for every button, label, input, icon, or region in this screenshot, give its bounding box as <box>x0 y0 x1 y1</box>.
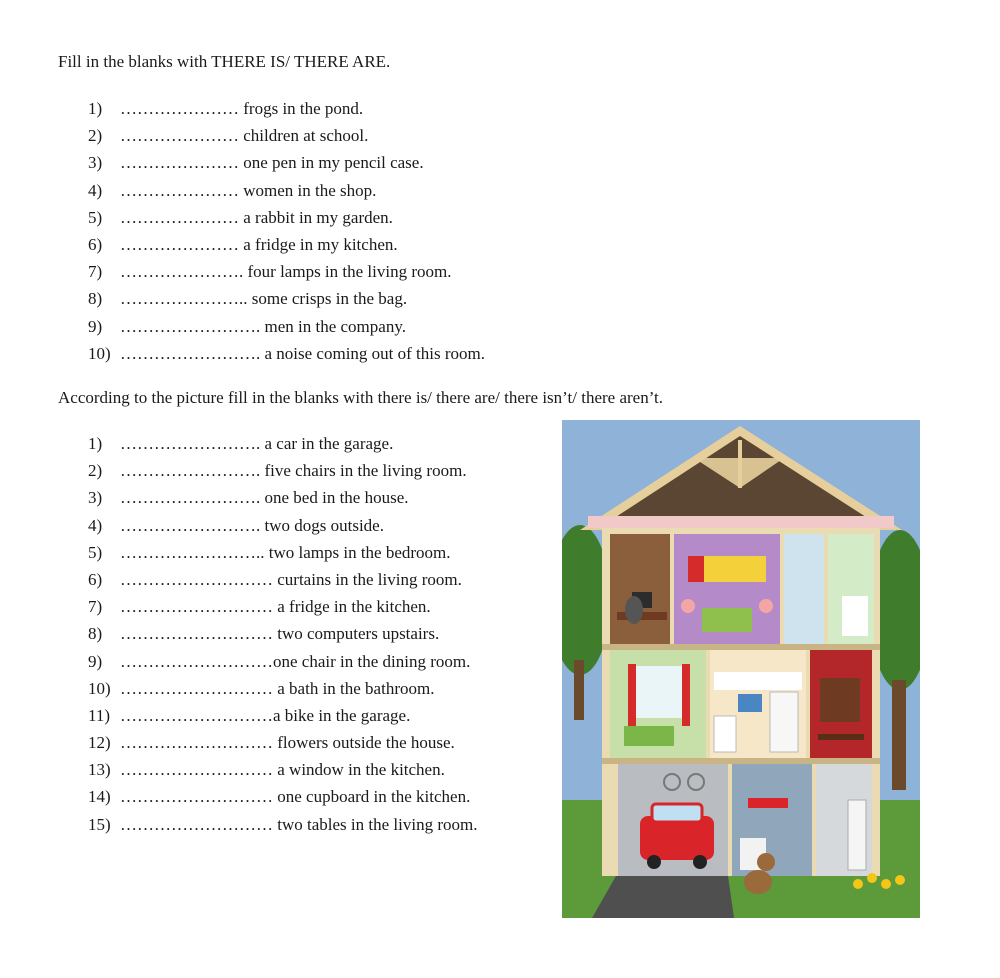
kitchen-fridge <box>770 692 798 752</box>
exercise-2-item-text: ………………………a bike in the garage. <box>120 705 411 725</box>
exercise-1-item-number: 4) <box>88 180 103 200</box>
tree-right-trunk <box>892 680 906 790</box>
exercise-1-item <box>88 149 485 176</box>
exercise-2-item-text: ……………………… one cupboard in the kitchen. <box>120 787 471 807</box>
laundry-shelf <box>748 798 788 808</box>
exercise-1-item-text: ………………… women in the shop. <box>120 180 377 200</box>
exercise-2-item-text: ……………………. one bed in the house. <box>120 488 409 508</box>
exercise-2-item-number: 4) <box>88 515 103 535</box>
exercise-1-item-text: ………………… a rabbit in my garden. <box>120 207 393 227</box>
exercise-1-item-text: ………………… a fridge in my kitchen. <box>120 234 398 254</box>
exercise-1-item-number: 1) <box>88 99 103 118</box>
exercise-2-item <box>88 648 477 675</box>
exercise-2-item-number: 13) <box>88 760 111 780</box>
exercise-2-item-number: 2) <box>88 461 103 481</box>
exercise-1-item-number: 6) <box>88 234 103 254</box>
tree-left-trunk <box>574 660 584 720</box>
flower-3 <box>881 879 891 889</box>
exercise-2-item-number: 11) <box>88 705 111 725</box>
bedroom-lamp-right <box>759 599 773 613</box>
exercise-2-item-text: …………………….. two lamps in the bedroom. <box>120 542 451 562</box>
car-wheel-left <box>647 855 661 869</box>
exercise-2-item-text: ……………………… two tables in the living room. <box>120 814 478 834</box>
exercise-2-item <box>88 484 477 511</box>
exercise-1-item-number: 7) <box>88 262 103 282</box>
exercise-1-item-text: ……………………. men in the company. <box>120 316 406 336</box>
exercise-2-item-number: 7) <box>88 597 103 617</box>
exercise-1-item-number: 8) <box>88 289 103 309</box>
study-room <box>610 534 670 644</box>
exercise-2-item <box>88 539 477 566</box>
exercise-1-item-number: 9) <box>88 316 103 336</box>
living-window <box>634 666 684 718</box>
exercise-1-item-number: 2) <box>88 126 103 146</box>
instruction-2: According to the picture fill in the blanks with there is/ there are/ there isn’t/ there aren’t. <box>58 388 664 407</box>
exercise-1-item <box>88 177 485 204</box>
exercise-1-item <box>88 340 485 367</box>
exercise-1-item-text: ………………… frogs in the pond. <box>120 99 364 118</box>
exercise-1-item <box>88 258 485 285</box>
dining-table <box>818 734 864 740</box>
exercise-2-item <box>88 756 477 783</box>
driveway <box>592 876 734 918</box>
exercise-2-item-number: 10) <box>88 678 111 698</box>
exercise-2-item <box>88 729 477 756</box>
dog <box>744 870 772 894</box>
exercise-1-item <box>88 122 485 149</box>
water-heater <box>848 800 866 870</box>
kitchen-fridge-upper <box>842 596 868 636</box>
exercise-2-item-text: ……………………… a window in the kitchen. <box>120 760 445 780</box>
curtain-left <box>628 664 636 726</box>
exercise-2-item-text: ……………………. two dogs outside. <box>120 515 384 535</box>
exercise-2-item <box>88 783 477 810</box>
kitchen-stove <box>714 716 736 752</box>
exercise-2-item-text: ……………………… a bath in the bathroom. <box>120 678 435 698</box>
exercise-1-item-text: ………………… one pen in my pencil case. <box>120 153 424 173</box>
exercise-2-item-text: ……………………… flowers outside the house. <box>120 733 455 753</box>
exercise-2-item-text: ………………………one chair in the dining room. <box>120 651 471 671</box>
exercise-2-item <box>88 566 477 593</box>
exercise-1-item-number: 5) <box>88 207 103 227</box>
exercise-2-item <box>88 457 477 484</box>
exercise-1-item-text: ……………………. a noise coming out of this room. <box>120 343 486 363</box>
flower-2 <box>867 873 877 883</box>
house-illustration <box>562 420 920 918</box>
exercise-2-item-text: ……………………… a fridge in the kitchen. <box>120 597 431 617</box>
sofa <box>624 726 674 746</box>
dining-cupboard <box>820 678 860 722</box>
exercise-2-item-number: 5) <box>88 542 103 562</box>
bed <box>702 608 752 632</box>
exercise-2-item-number: 9) <box>88 651 103 671</box>
exercise-1-item-text: ………………… children at school. <box>120 126 369 146</box>
exercise-2-item <box>88 512 477 539</box>
flower-4 <box>895 875 905 885</box>
car-wheel-right <box>693 855 707 869</box>
exercise-1-item-number: 10) <box>88 343 111 363</box>
exercise-2-item-number: 6) <box>88 569 103 589</box>
flower-1 <box>853 879 863 889</box>
exercise-2-item-number: 12) <box>88 733 111 753</box>
exercise-2-item <box>88 620 477 647</box>
floor-2 <box>602 758 880 764</box>
exercise-2-item-text: ……………………… two computers upstairs. <box>120 624 440 644</box>
exercise-2-item-text: ……………………… curtains in the living room. <box>120 569 462 589</box>
exercise-2-item-text: ……………………. a car in the garage. <box>120 434 394 453</box>
exercise-1-item <box>88 313 485 340</box>
exercise-2-item <box>88 702 477 729</box>
exercise-2-list <box>88 430 477 838</box>
exercise-2-item-number: 8) <box>88 624 103 644</box>
roof-eave <box>588 516 894 528</box>
exercise-2-item-number: 14) <box>88 787 111 807</box>
exercise-1-item <box>88 231 485 258</box>
floor-1 <box>602 644 880 650</box>
exercise-2-item-number: 15) <box>88 814 111 834</box>
exercise-2-item <box>88 811 477 838</box>
bedroom-lamp-left <box>681 599 695 613</box>
exercise-1-item <box>88 285 485 312</box>
exercise-1-item <box>88 204 485 231</box>
dog-head <box>757 853 775 871</box>
exercise-1-list <box>88 95 485 367</box>
car-windshield <box>652 804 702 822</box>
exercise-2-item <box>88 675 477 702</box>
instruction-1: Fill in the blanks with THERE IS/ THERE ARE. <box>58 52 391 71</box>
exercise-1-item-text: ………………….. some crisps in the bag. <box>120 289 408 309</box>
exercise-2-item-number: 1) <box>88 434 103 453</box>
exercise-1-item <box>88 95 485 122</box>
exercise-2-item-text: ……………………. five chairs in the living room. <box>120 461 467 481</box>
exercise-1-item-number: 3) <box>88 153 103 173</box>
exercise-2-item-number: 3) <box>88 488 103 508</box>
bathroom <box>784 534 824 644</box>
desk-chair <box>625 596 643 624</box>
exercise-1-item-text: …………………. four lamps in the living room. <box>120 262 452 282</box>
curtain-right <box>682 664 690 726</box>
kitchen-window <box>738 694 762 712</box>
kitchen-cabinets <box>714 672 802 690</box>
exercise-2-item <box>88 593 477 620</box>
exercise-2-item <box>88 430 477 457</box>
